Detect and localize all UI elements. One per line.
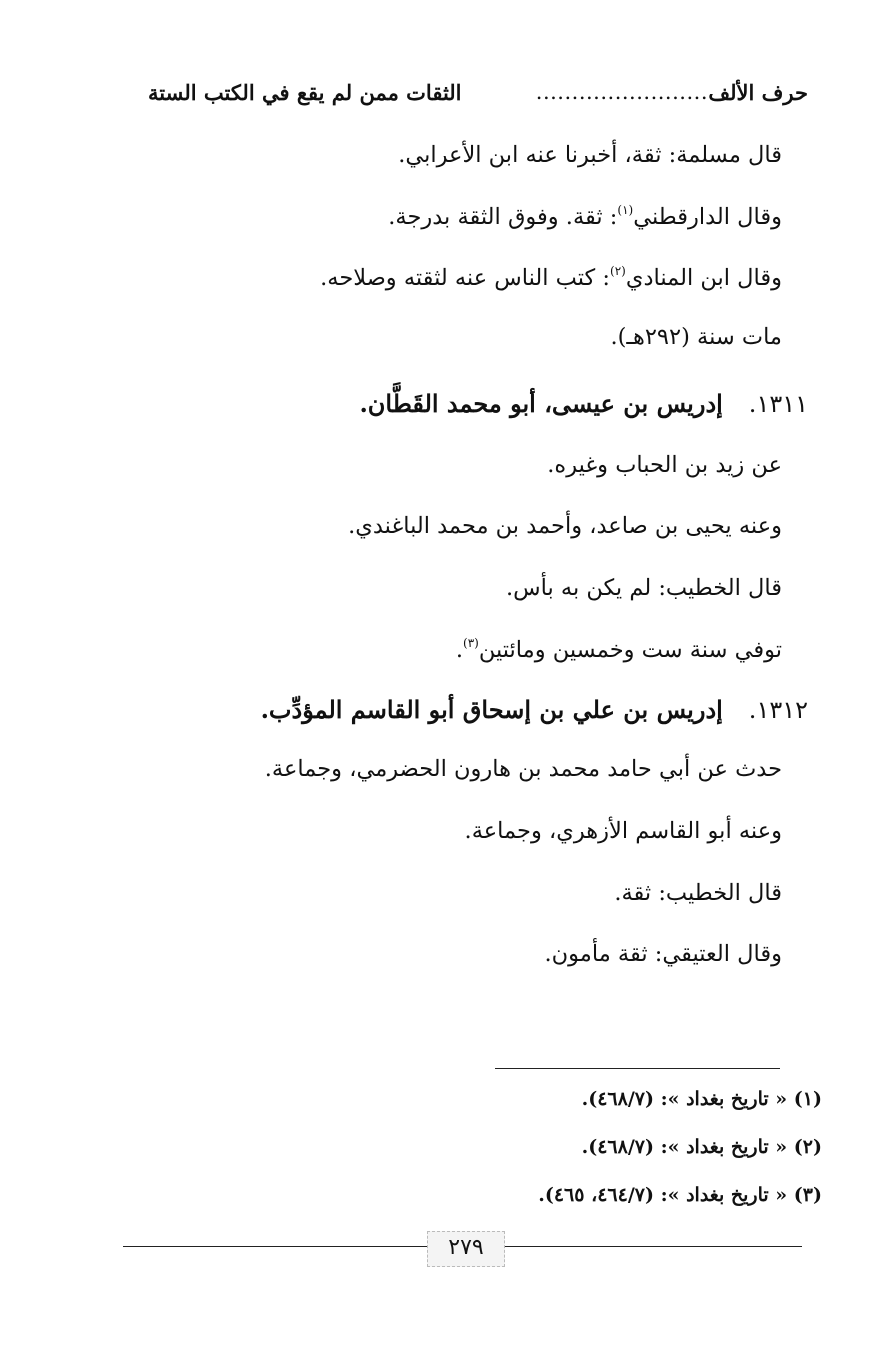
text-line: وقال الدارقطني$^{(١)}$: ثقة. وفوق الثقة بدرجة.	[388, 203, 782, 230]
entry-name: إدريس بن عيسى، أبو محمد القَطَّان.	[359, 389, 723, 418]
footnote: (٢) « تاريخ بغداد »: (٤٦٨/٧).	[581, 1136, 822, 1158]
page-number: ٢٧٩	[427, 1231, 505, 1267]
text-line: وعنه أبو القاسم الأزهري، وجماعة.	[464, 818, 782, 844]
footnote-mark: (٢)	[610, 264, 626, 278]
footnote-separator	[495, 1068, 780, 1069]
text-line: وقال ابن المنادي$^{(٢)}$: كتب الناس عنه لثقته وصلاحه.	[320, 264, 782, 291]
text-line: مات سنة (٢٩٢هـ).	[610, 324, 782, 350]
footer-rule	[123, 1246, 427, 1247]
text-line: قال الخطيب: لم يكن به بأس.	[506, 575, 782, 601]
entry-number: ١٣١٢.	[748, 696, 808, 724]
text-line: حدث عن أبي حامد محمد بن هارون الحضرمي، وجماعة.	[264, 756, 782, 782]
footer-rule	[505, 1246, 802, 1247]
entry-heading	[359, 389, 808, 418]
running-header	[148, 80, 808, 112]
chapter-letter: حرف الألف	[708, 80, 808, 105]
footnote-mark: (١)	[617, 203, 634, 217]
header-leader-dots: ........................	[535, 80, 708, 104]
book-title: الثقات ممن لم يقع في الكتب الستة	[148, 80, 462, 105]
text-line: قال الخطيب: ثقة.	[614, 880, 782, 906]
text-line: عن زيد بن الحباب وغيره.	[547, 452, 782, 478]
text-line: قال مسلمة: ثقة، أخبرنا عنه ابن الأعرابي.	[398, 142, 782, 168]
text-line: وعنه يحيى بن صاعد، وأحمد بن محمد الباغندي.	[348, 513, 782, 539]
text-line: وقال العتيقي: ثقة مأمون.	[544, 941, 782, 967]
text-line: توفي سنة ست وخمسين ومائتين$^{(٣)}$.	[455, 636, 782, 663]
footnote: (١) « تاريخ بغداد »: (٤٦٨/٧).	[581, 1088, 822, 1110]
entry-heading	[261, 695, 808, 724]
entry-number: ١٣١١.	[748, 390, 808, 418]
footnote: (٣) « تاريخ بغداد »: (٤٦٤/٧، ٤٦٥).	[538, 1184, 822, 1206]
footnote-mark: (٣)	[463, 636, 479, 650]
entry-name: إدريس بن علي بن إسحاق أبو القاسم المؤدِّب.	[260, 695, 723, 724]
